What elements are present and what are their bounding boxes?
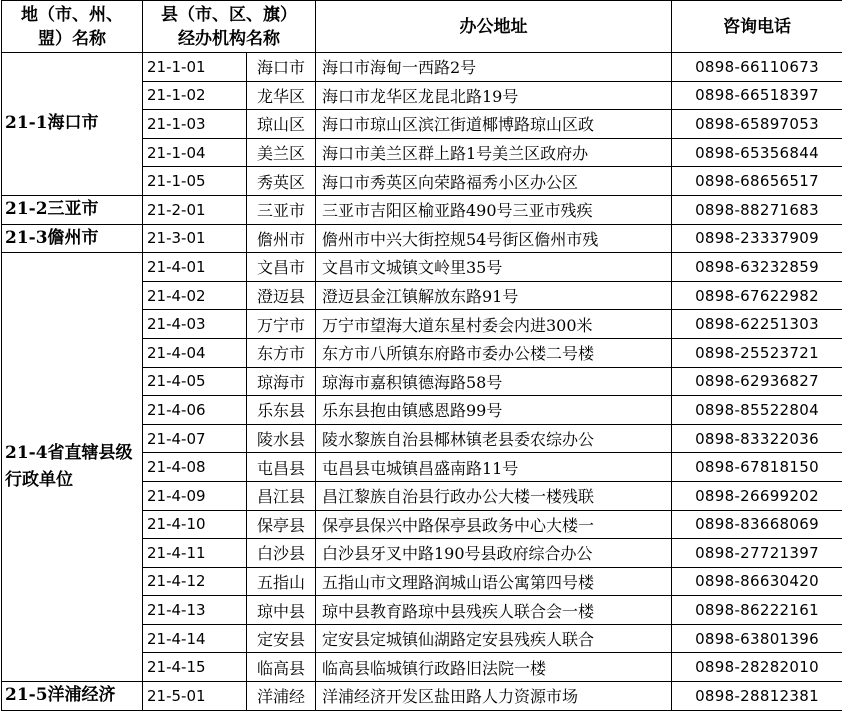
address-cell: 文昌市文城镇文岭里35号 [316,253,672,282]
phone-cell: 0898-28812381 [672,682,842,711]
phone-cell: 0898-86630420 [672,567,842,596]
address-cell: 海口市琼山区滨江街道椰博路琼山区政 [316,110,672,139]
address-cell: 保亭县保兴中路保亭县政务中心大楼一 [316,510,672,539]
office-code-cell: 21-4-13 [143,596,247,625]
county-name-cell: 昌江县 [247,481,316,510]
phone-cell: 0898-66518397 [672,81,842,110]
address-cell: 昌江黎族自治县行政办公大楼一楼残联 [316,481,672,510]
phone-cell: 0898-65356844 [672,138,842,167]
office-code-cell: 21-3-01 [143,224,247,253]
office-code-cell: 21-4-03 [143,310,247,339]
office-code-cell: 21-4-15 [143,653,247,682]
county-name-cell: 文昌市 [247,253,316,282]
phone-cell: 0898-83322036 [672,424,842,453]
table-row [2,682,842,711]
county-name-cell: 琼山区 [247,110,316,139]
address-cell: 海口市美兰区群上路1号美兰区政府办 [316,138,672,167]
phone-cell: 0898-67622982 [672,281,842,310]
county-name-cell: 白沙县 [247,539,316,568]
county-name-cell: 陵水县 [247,424,316,453]
table-row [2,53,842,82]
address-cell: 万宁市望海大道东星村委会内进300米 [316,310,672,339]
address-cell: 洋浦经济开发区盐田路人力资源市场 [316,682,672,711]
table-body [2,53,842,711]
county-name-cell: 五指山 [247,567,316,596]
region-header-line1: 地（市、州、 [21,4,123,25]
phone-cell: 0898-67818150 [672,453,842,482]
county-name-cell: 保亭县 [247,510,316,539]
office-code-cell: 21-1-04 [143,138,247,167]
region-header-line2: 盟）名称 [38,28,106,49]
county-name-cell: 秀英区 [247,167,316,196]
office-code-cell: 21-4-08 [143,453,247,482]
county-name-cell: 东方市 [247,338,316,367]
county-name-cell: 乐东县 [247,396,316,425]
county-name-cell: 海口市 [247,53,316,82]
region-name-cell: 21-1海口市 [2,53,143,196]
phone-column-header: 咨询电话 [672,1,842,53]
county-name-cell: 澄迈县 [247,281,316,310]
address-cell: 海口市海甸一西路2号 [316,53,672,82]
phone-cell: 0898-26699202 [672,481,842,510]
office-code-cell: 21-5-01 [143,682,247,711]
office-code-cell: 21-4-02 [143,281,247,310]
phone-cell: 0898-62936827 [672,367,842,396]
office-code-cell: 21-4-14 [143,624,247,653]
address-cell: 屯昌县屯城镇昌盛南路11号 [316,453,672,482]
address-cell: 乐东县抱由镇感恩路99号 [316,396,672,425]
phone-cell: 0898-63232859 [672,253,842,282]
office-code-cell: 21-2-01 [143,195,247,224]
address-cell: 临高县临城镇行政路旧法院一楼 [316,653,672,682]
phone-cell: 0898-83668069 [672,510,842,539]
table-row [2,253,842,282]
phone-cell: 0898-27721397 [672,539,842,568]
address-cell: 东方市八所镇东府路市委办公楼二号楼 [316,338,672,367]
phone-cell: 0898-23337909 [672,224,842,253]
service-office-table [1,0,842,711]
phone-cell: 0898-28282010 [672,653,842,682]
table-header-row [2,1,842,53]
address-cell: 海口市龙华区龙昆北路19号 [316,81,672,110]
phone-cell: 0898-86222161 [672,596,842,625]
address-cell: 白沙县牙叉中路190号县政府综合办公 [316,539,672,568]
county-name-cell: 龙华区 [247,81,316,110]
office-code-cell: 21-4-10 [143,510,247,539]
region-name-cell: 21-3儋州市 [2,224,143,253]
region-name-cell: 21-5洋浦经济 [2,682,143,711]
region-column-header [2,1,143,53]
address-cell: 三亚市吉阳区榆亚路490号三亚市残疾 [316,195,672,224]
table-row [2,195,842,224]
county-name-cell: 美兰区 [247,138,316,167]
county-header-line2: 经办机构名称 [178,28,280,49]
county-column-header [143,1,316,53]
region-name-cell: 21-4省直辖县级行政单位 [2,253,143,682]
phone-cell: 0898-63801396 [672,624,842,653]
address-cell: 陵水黎族自治县椰林镇老县委农综办公 [316,424,672,453]
address-cell: 五指山市文理路润城山语公寓第四号楼 [316,567,672,596]
county-header-line1: 县（市、区、旗） [161,4,297,25]
table-row [2,224,842,253]
office-code-cell: 21-4-04 [143,338,247,367]
address-cell: 琼中县教育路琼中县残疾人联合会一楼 [316,596,672,625]
phone-cell: 0898-65897053 [672,110,842,139]
address-cell: 定安县定城镇仙湖路定安县残疾人联合 [316,624,672,653]
office-code-cell: 21-1-01 [143,53,247,82]
office-code-cell: 21-1-05 [143,167,247,196]
phone-cell: 0898-62251303 [672,310,842,339]
office-code-cell: 21-4-06 [143,396,247,425]
office-code-cell: 21-4-12 [143,567,247,596]
county-name-cell: 临高县 [247,653,316,682]
phone-cell: 0898-66110673 [672,53,842,82]
address-cell: 琼海市嘉积镇德海路58号 [316,367,672,396]
county-name-cell: 定安县 [247,624,316,653]
office-code-cell: 21-4-11 [143,539,247,568]
county-name-cell: 洋浦经 [247,682,316,711]
office-code-cell: 21-1-03 [143,110,247,139]
county-name-cell: 三亚市 [247,195,316,224]
office-code-cell: 21-4-01 [143,253,247,282]
office-code-cell: 21-1-02 [143,81,247,110]
county-name-cell: 儋州市 [247,224,316,253]
office-code-cell: 21-4-09 [143,481,247,510]
address-cell: 儋州市中兴大街控规54号街区儋州市残 [316,224,672,253]
phone-cell: 0898-25523721 [672,338,842,367]
address-cell: 澄迈县金江镇解放东路91号 [316,281,672,310]
office-code-cell: 21-4-05 [143,367,247,396]
address-cell: 海口市秀英区向荣路福秀小区办公区 [316,167,672,196]
county-name-cell: 琼中县 [247,596,316,625]
phone-cell: 0898-68656517 [672,167,842,196]
county-name-cell: 琼海市 [247,367,316,396]
county-name-cell: 屯昌县 [247,453,316,482]
address-column-header: 办公地址 [316,1,672,53]
phone-cell: 0898-85522804 [672,396,842,425]
office-code-cell: 21-4-07 [143,424,247,453]
region-name-cell: 21-2三亚市 [2,195,143,224]
phone-cell: 0898-88271683 [672,195,842,224]
county-name-cell: 万宁市 [247,310,316,339]
